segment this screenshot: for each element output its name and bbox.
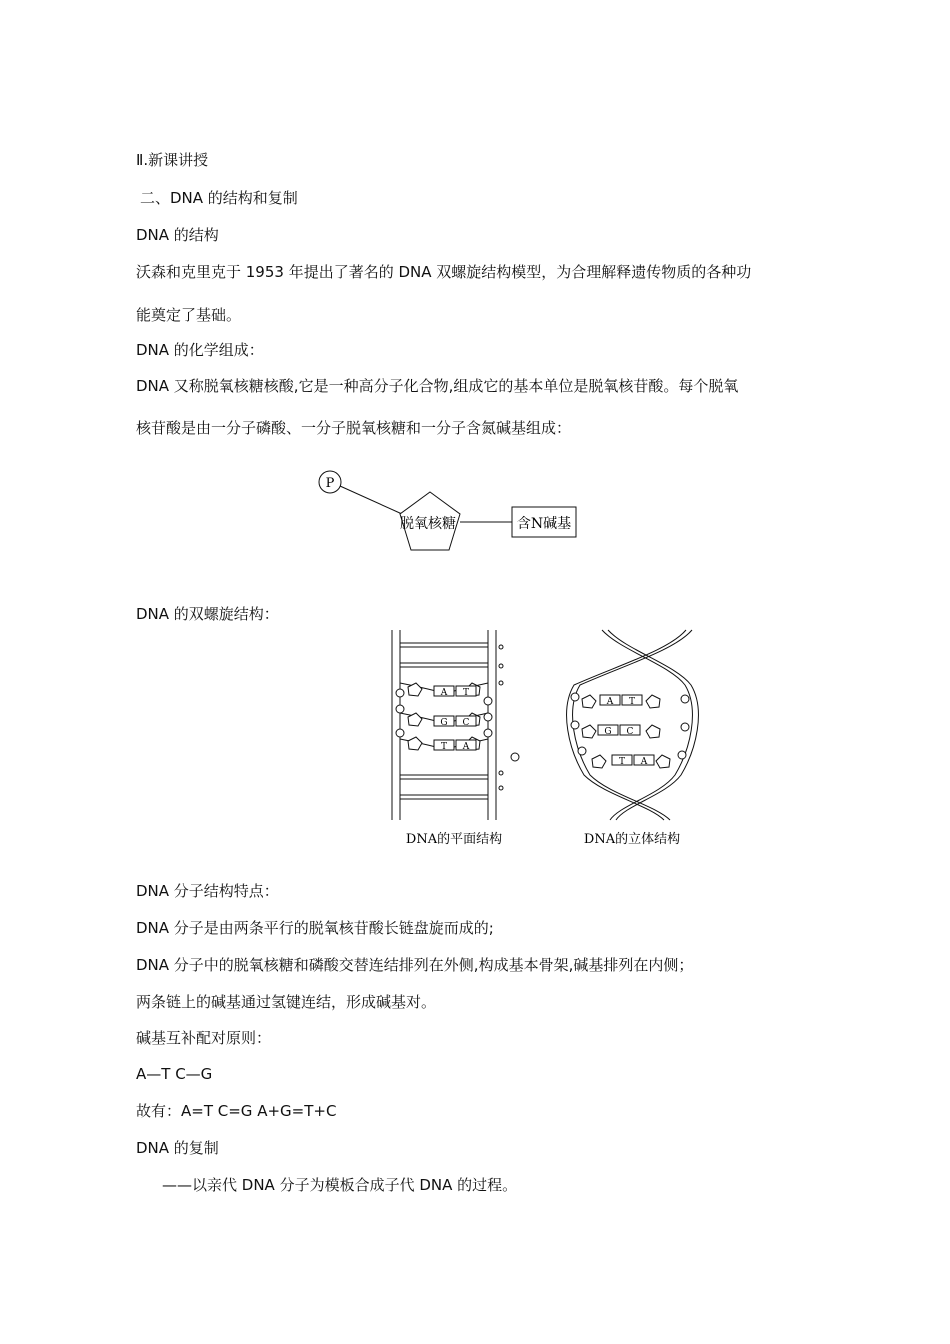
feature-1: DNA 分子是由两条平行的脱氧核苷酸长链盘旋而成的; (136, 919, 494, 937)
planar-structure (392, 630, 519, 820)
stereo-pair-3-left: T (618, 757, 626, 767)
intro-paragraph-line-2: 能奠定了基础。 (136, 306, 242, 324)
chem-paragraph-line-1: DNA 又称脱氧核糖核酸,它是一种高分子化合物,组成它的基本单位是脱氧核苷酸。每个脱氧 (136, 377, 739, 395)
planar-pair-3-left: T (440, 742, 448, 752)
pairing-rule: A—T C—G (136, 1065, 213, 1083)
replication-definition: ——以亲代 DNA 分子为模板合成子代 DNA 的过程。 (162, 1176, 518, 1194)
features-title: DNA 分子结构特点： (136, 882, 279, 900)
feature-2: DNA 分子中的脱氧核糖和磷酸交替连结排列在外侧,构成基本骨架,碱基排列在内侧； (136, 956, 694, 974)
chapter-title: 二、DNA 的结构和复制 (140, 189, 298, 207)
pairing-title: 碱基互补配对原则： (136, 1029, 272, 1047)
section-heading: Ⅱ.新课讲授 (136, 151, 209, 169)
planar-pair-2-right: C (462, 718, 470, 728)
replication-title: DNA 的复制 (136, 1139, 219, 1157)
stereo-pair-2-left: G (604, 727, 612, 737)
phosphate-label: P (325, 476, 335, 491)
base-label: 含N碱基 (516, 516, 572, 532)
stereo-pair-1-right: T (628, 697, 636, 707)
structure-title: DNA 的结构 (136, 226, 219, 244)
stereo-structure (567, 630, 699, 820)
planar-caption: DNA的平面结构 (405, 832, 503, 847)
stereo-caption: DNA的立体结构 (583, 832, 681, 847)
phosphate-sugar-bond (340, 486, 402, 514)
intro-paragraph-line-1: 沃森和克里克于 1953 年提出了著名的 DNA 双螺旋结构模型，为合理解释遗传物质的各种功 (136, 263, 752, 281)
stereo-pair-2-right: C (626, 727, 634, 737)
nucleotide-diagram (310, 462, 590, 562)
chem-paragraph-line-2: 核苷酸是由一分子磷酸、一分子脱氧核糖和一分子含氮碱基组成： (136, 419, 572, 437)
pairing-result: 故有：A=T C=G A+G=T+C (136, 1102, 337, 1120)
planar-pair-1-right: T (462, 688, 470, 698)
helix-diagram (370, 625, 710, 855)
sugar-label: 脱氧核糖 (400, 516, 456, 532)
planar-pair-3-right: A (462, 742, 470, 752)
planar-pair-1-left: A (440, 688, 448, 698)
feature-3: 两条链上的碱基通过氢键连结，形成碱基对。 (136, 993, 437, 1011)
planar-pair-2-left: G (440, 718, 448, 728)
stereo-pair-1-left: A (606, 697, 614, 707)
chem-title: DNA 的化学组成： (136, 341, 264, 359)
helix-title: DNA 的双螺旋结构： (136, 605, 279, 623)
stereo-pair-3-right: A (640, 757, 648, 767)
